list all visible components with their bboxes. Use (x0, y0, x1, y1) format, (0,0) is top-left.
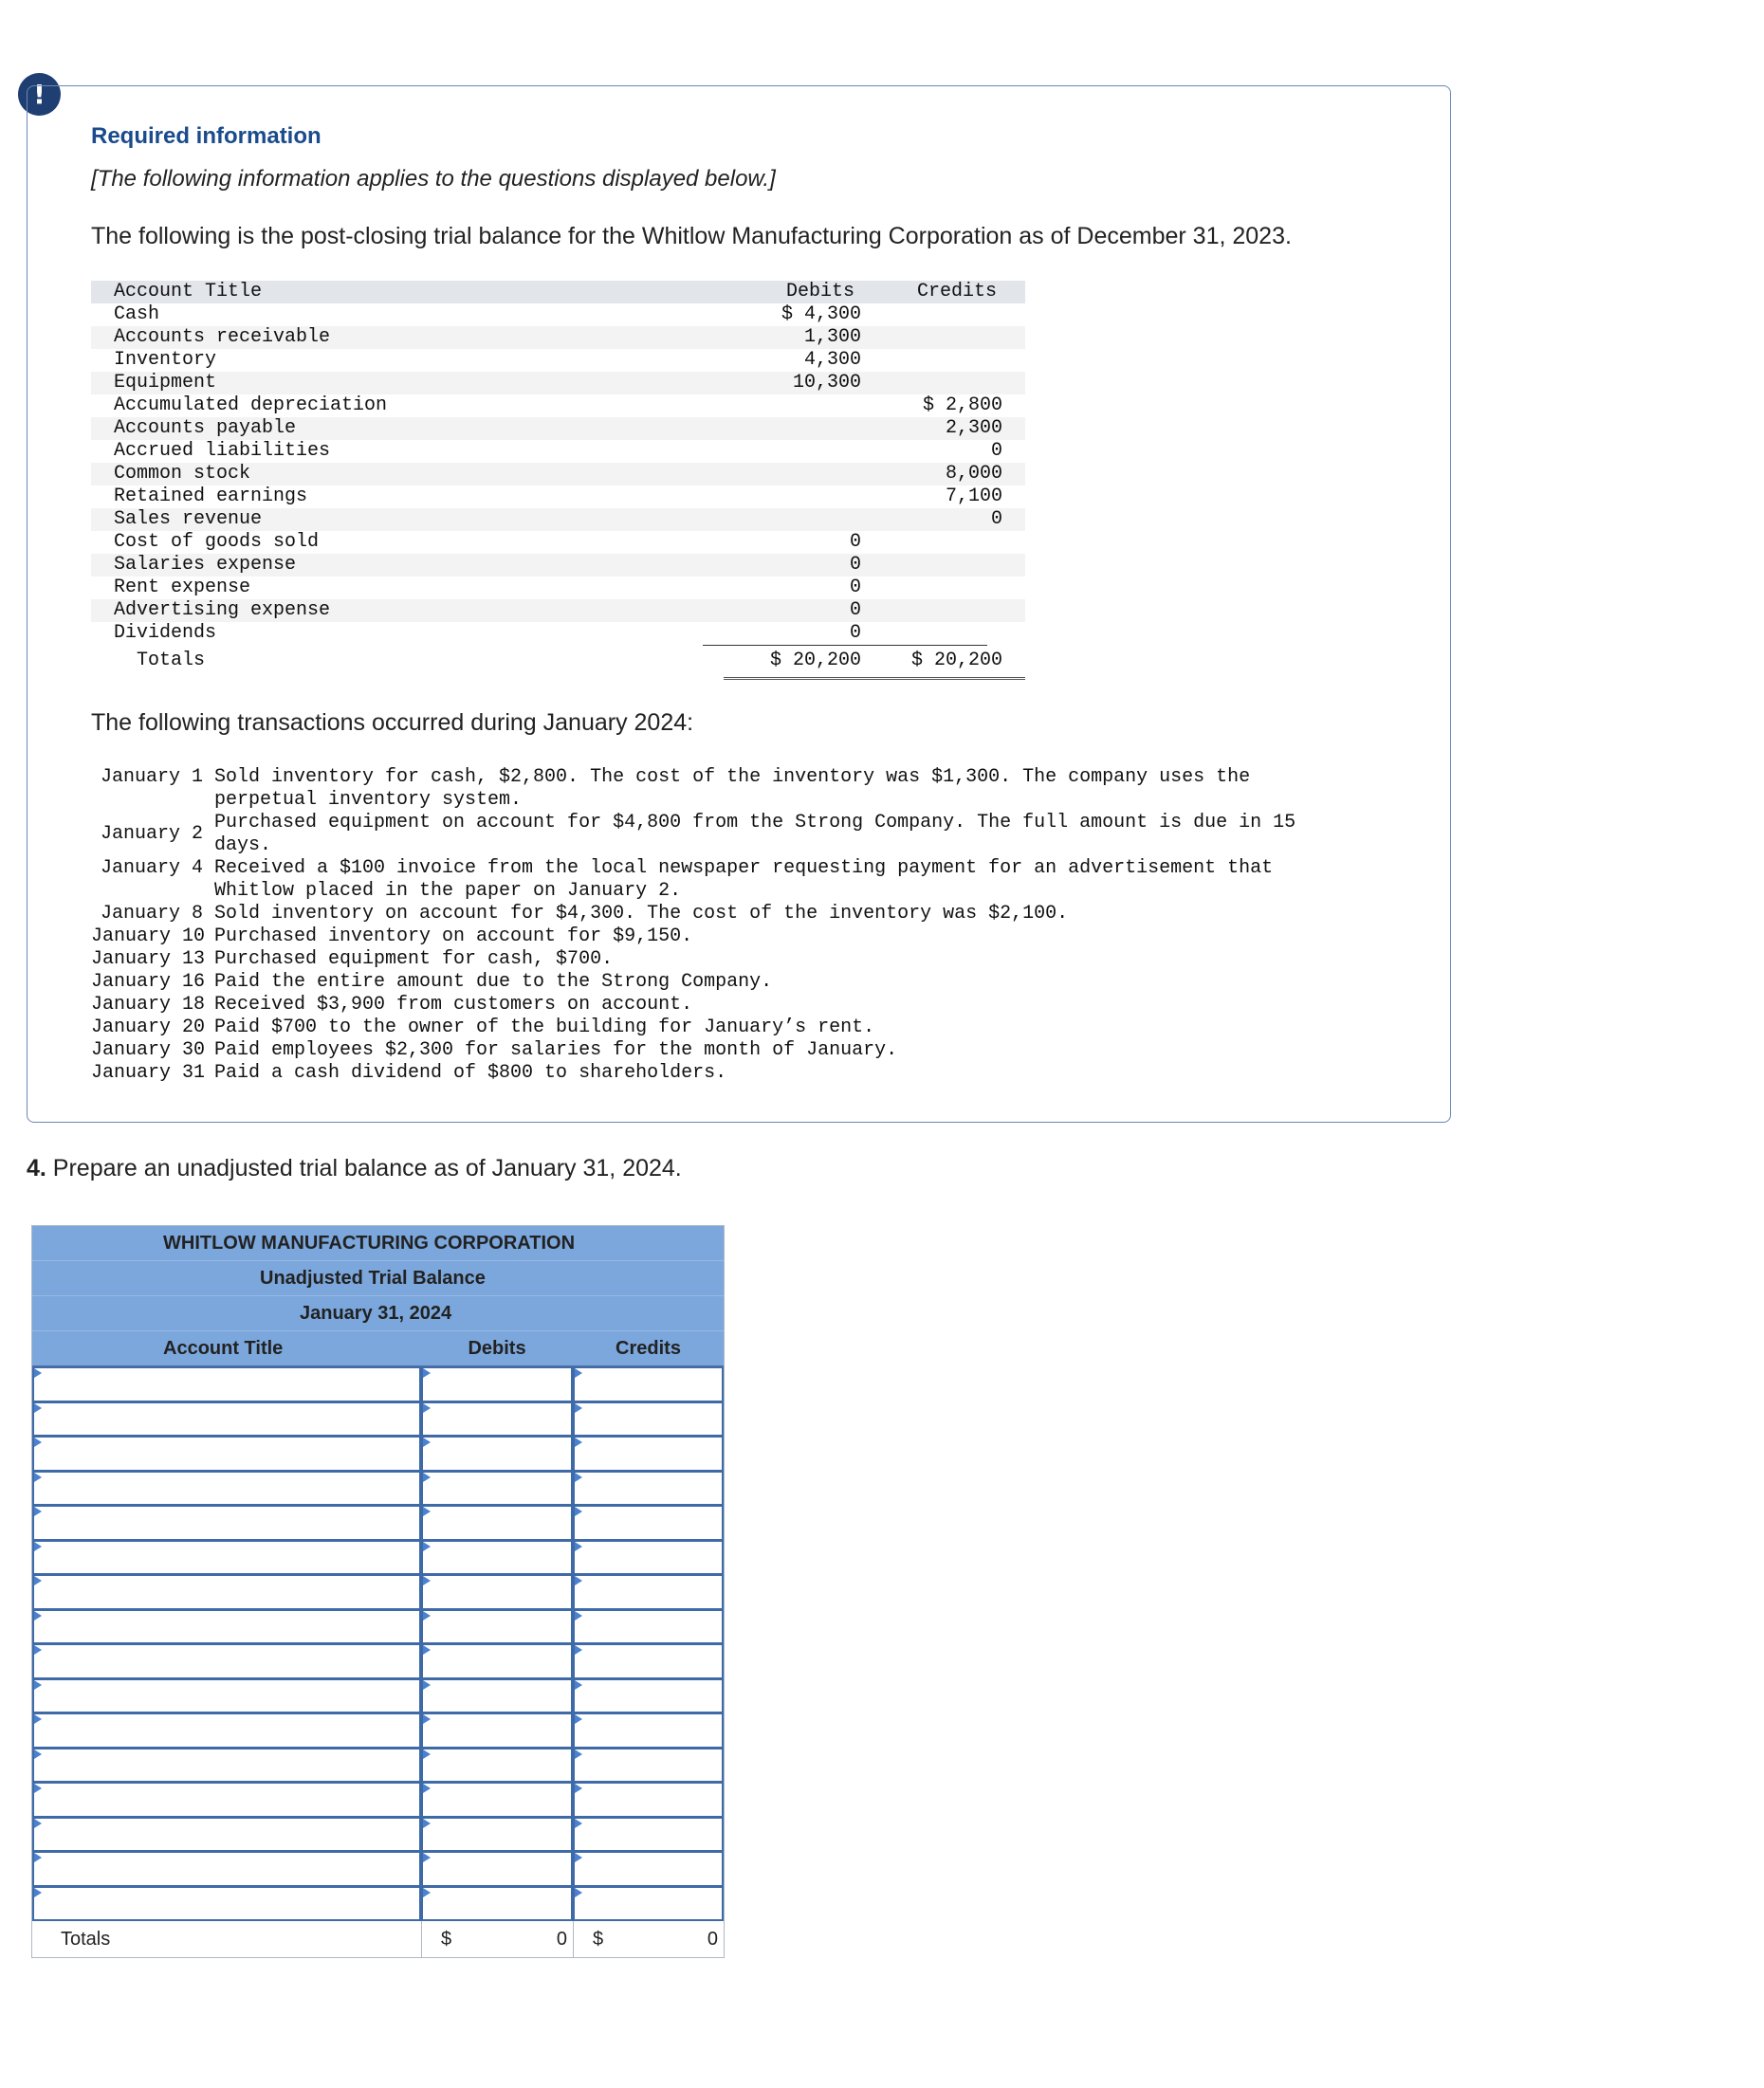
transaction-date: January 2 (100, 823, 203, 845)
credit-amount: $ 2,800 (922, 394, 1002, 416)
credit-input[interactable] (573, 1679, 724, 1714)
trial-balance-row (91, 349, 1025, 372)
unadjusted-totals-row (32, 1921, 724, 1957)
credit-input[interactable] (573, 1472, 724, 1507)
col-debits: Debits (468, 1338, 526, 1359)
credit-input[interactable] (573, 1783, 724, 1818)
unadjusted-totals-debit (421, 1921, 573, 1957)
transaction-date: January 1 (100, 766, 203, 788)
transaction-item (91, 925, 1447, 948)
totals-label: Totals (137, 650, 206, 671)
debit-amount: 0 (849, 599, 861, 621)
transactions-list (91, 766, 1447, 1085)
account-title: Sales revenue (114, 508, 263, 530)
credit-input[interactable] (573, 1437, 724, 1472)
statement-name: Unadjusted Trial Balance (260, 1268, 486, 1289)
debit-amount: 0 (849, 531, 861, 553)
entry-row (32, 1472, 724, 1507)
credit-total-value: 0 (707, 1929, 718, 1950)
account-title-input[interactable] (32, 1713, 421, 1749)
account-title-input[interactable] (32, 1887, 421, 1922)
debit-input[interactable] (421, 1887, 573, 1922)
account-title-input[interactable] (32, 1644, 421, 1679)
account-title: Inventory (114, 349, 217, 371)
credit-amount: 7,100 (945, 485, 1002, 507)
required-info-title: Required information (91, 123, 322, 149)
statement-date-row (32, 1296, 724, 1331)
unadjusted-totals-credit (573, 1921, 724, 1957)
entry-row (32, 1575, 724, 1610)
transaction-item (91, 857, 1447, 903)
transaction-item (91, 1017, 1447, 1039)
account-title-input[interactable] (32, 1367, 421, 1402)
transaction-date: January 10 (91, 925, 206, 947)
totals-debit: $ 20,200 (769, 650, 861, 671)
debit-input[interactable] (421, 1367, 573, 1402)
trial-balance-row (91, 531, 1025, 554)
debit-input[interactable] (421, 1506, 573, 1541)
trial-balance-intro: The following is the post-closing trial balance for the Whitlow Manufacturing Corporation as of December 31, 2023. (91, 223, 1292, 249)
debit-input[interactable] (421, 1610, 573, 1645)
debit-amount: 0 (849, 554, 861, 576)
entry-row (32, 1783, 724, 1818)
debit-amount: 4,300 (803, 349, 861, 371)
debit-dollar-sign: $ (441, 1929, 452, 1950)
entry-row (32, 1818, 724, 1853)
transaction-item (91, 1062, 1447, 1085)
trial-balance-row (91, 622, 1025, 645)
unadjusted-trial-balance-form (31, 1225, 725, 1958)
transaction-item (91, 994, 1447, 1017)
account-title: Accounts payable (114, 417, 297, 439)
account-title-input[interactable] (32, 1852, 421, 1887)
header-account-title: Account Title (114, 281, 263, 302)
alert-icon: ! (18, 73, 61, 116)
credit-input[interactable] (573, 1887, 724, 1922)
credit-amount: 8,000 (945, 463, 1002, 485)
account-title-input[interactable] (32, 1610, 421, 1645)
entry-row (32, 1610, 724, 1645)
trial-balance-row (91, 440, 1025, 463)
debit-amount: 0 (849, 577, 861, 598)
required-info-subtitle: [The following information applies to the questions displayed below.] (91, 166, 776, 192)
account-title: Common stock (114, 463, 251, 485)
debit-amount: 1,300 (803, 326, 861, 348)
account-title-input[interactable] (32, 1749, 421, 1784)
account-title: Advertising expense (114, 599, 331, 621)
debit-input[interactable] (421, 1541, 573, 1576)
account-title: Salaries expense (114, 554, 297, 576)
credit-input[interactable] (573, 1610, 724, 1645)
question-text: Prepare an unadjusted trial balance as of January 31, 2024. (46, 1155, 682, 1181)
credit-dollar-sign: $ (593, 1929, 604, 1950)
totals-credit: $ 20,200 (910, 650, 1002, 671)
debit-total-value: 0 (556, 1929, 567, 1950)
trial-balance-row (91, 599, 1025, 622)
entry-row (32, 1852, 724, 1887)
account-title-input[interactable] (32, 1472, 421, 1507)
trial-balance-row (91, 508, 1025, 531)
transaction-description: Sold inventory on account for $4,300. The cost of the inventory was $2,100. (214, 903, 1069, 925)
transaction-description: Received $3,900 from customers on account. (214, 994, 693, 1016)
transaction-item (91, 812, 1447, 857)
transaction-item (91, 903, 1447, 925)
transaction-description: Paid employees $2,300 for salaries for the month of January. (214, 1039, 898, 1061)
entry-row (32, 1749, 724, 1784)
transaction-date: January 8 (100, 903, 203, 925)
transaction-date: January 20 (91, 1017, 206, 1038)
header-debits: Debits (785, 281, 854, 302)
credit-input[interactable] (573, 1402, 724, 1438)
account-title: Cost of goods sold (114, 531, 320, 553)
trial-balance-totals (91, 645, 1025, 677)
account-title: Dividends (114, 622, 217, 644)
transaction-description: Purchased equipment for cash, $700. (214, 948, 614, 970)
account-title-input[interactable] (32, 1506, 421, 1541)
account-title-input[interactable] (32, 1818, 421, 1853)
transaction-item (91, 971, 1447, 994)
transaction-date: January 13 (91, 948, 206, 970)
credit-input[interactable] (573, 1575, 724, 1610)
credit-input[interactable] (573, 1541, 724, 1576)
trial-balance-row (91, 326, 1025, 349)
trial-balance-row (91, 485, 1025, 508)
debit-input[interactable] (421, 1402, 573, 1438)
entry-row (32, 1644, 724, 1679)
transaction-description: Paid the entire amount due to the Strong Company. (214, 971, 773, 993)
transaction-description: Sold inventory for cash, $2,800. The cost of the inventory was $1,300. The company uses the perpetual inventory system. (214, 766, 1251, 811)
credit-input[interactable] (573, 1852, 724, 1887)
col-credits: Credits (616, 1338, 681, 1359)
account-title: Accrued liabilities (114, 440, 331, 462)
statement-date: January 31, 2024 (300, 1303, 452, 1324)
entry-row (32, 1367, 724, 1402)
transaction-date: January 4 (100, 857, 203, 879)
transaction-date: January 16 (91, 971, 206, 993)
credit-input[interactable] (573, 1818, 724, 1853)
trial-balance-row (91, 394, 1025, 417)
debit-input[interactable] (421, 1472, 573, 1507)
debit-input[interactable] (421, 1818, 573, 1853)
account-title: Cash (114, 303, 160, 325)
credit-input[interactable] (573, 1367, 724, 1402)
credit-input[interactable] (573, 1713, 724, 1749)
question-4 (27, 1155, 682, 1182)
transaction-item (91, 766, 1447, 812)
trial-balance-row (91, 372, 1025, 394)
trial-balance-row (91, 463, 1025, 485)
entry-row (32, 1679, 724, 1714)
unadjusted-totals-label: Totals (61, 1929, 111, 1950)
transaction-date: January 30 (91, 1039, 206, 1061)
entry-row (32, 1506, 724, 1541)
entry-row (32, 1437, 724, 1472)
credit-amount: 0 (990, 508, 1002, 530)
account-title-input[interactable] (32, 1575, 421, 1610)
debit-input[interactable] (421, 1437, 573, 1472)
account-title-input[interactable] (32, 1437, 421, 1472)
transaction-item (91, 1039, 1447, 1062)
transaction-date: January 31 (91, 1062, 206, 1084)
trial-balance-row (91, 554, 1025, 577)
company-name: WHITLOW MANUFACTURING CORPORATION (163, 1233, 576, 1254)
debit-amount: $ 4,300 (781, 303, 861, 325)
credit-amount: 2,300 (945, 417, 1002, 439)
debit-amount: 10,300 (792, 372, 861, 394)
debit-input[interactable] (421, 1749, 573, 1784)
account-title: Retained earnings (114, 485, 308, 507)
transaction-item (91, 948, 1447, 971)
question-number: 4. (27, 1155, 46, 1181)
column-header-row (32, 1331, 724, 1367)
debit-input[interactable] (421, 1679, 573, 1714)
trial-balance-row (91, 303, 1025, 326)
entry-row (32, 1541, 724, 1576)
transaction-description: Purchased equipment on account for $4,800 from the Strong Company. The full amount is due in 15 days. (214, 812, 1296, 856)
account-title-input[interactable] (32, 1541, 421, 1576)
transaction-date: January 18 (91, 994, 206, 1016)
post-closing-trial-balance (91, 281, 1025, 677)
account-title-input[interactable] (32, 1783, 421, 1818)
entry-row (32, 1713, 724, 1749)
trial-balance-row (91, 417, 1025, 440)
credit-amount: 0 (990, 440, 1002, 462)
header-credits: Credits (916, 281, 997, 302)
transaction-description: Received a $100 invoice from the local newspaper requesting payment for an advertisement that Whitlow placed in the paper on January 2. (214, 857, 1274, 902)
debit-amount: 0 (849, 622, 861, 644)
account-title: Rent expense (114, 577, 251, 598)
statement-name-row (32, 1261, 724, 1296)
credit-input[interactable] (573, 1644, 724, 1679)
entry-row (32, 1402, 724, 1438)
debit-input[interactable] (421, 1783, 573, 1818)
debit-input[interactable] (421, 1852, 573, 1887)
entry-row (32, 1887, 724, 1922)
company-name-row (32, 1226, 724, 1261)
transaction-description: Paid $700 to the owner of the building for January’s rent. (214, 1017, 875, 1038)
credit-input[interactable] (573, 1506, 724, 1541)
account-title: Equipment (114, 372, 217, 394)
account-title-input[interactable] (32, 1679, 421, 1714)
col-account-title: Account Title (163, 1338, 284, 1359)
transaction-description: Paid a cash dividend of $800 to shareholders. (214, 1062, 727, 1084)
debit-input[interactable] (421, 1713, 573, 1749)
transactions-heading: The following transactions occurred during January 2024: (91, 709, 694, 736)
debit-input[interactable] (421, 1575, 573, 1610)
trial-balance-row (91, 577, 1025, 599)
credit-input[interactable] (573, 1749, 724, 1784)
debit-input[interactable] (421, 1644, 573, 1679)
transaction-description: Purchased inventory on account for $9,150. (214, 925, 693, 947)
account-title-input[interactable] (32, 1402, 421, 1438)
account-title: Accumulated depreciation (114, 394, 388, 416)
account-title: Accounts receivable (114, 326, 331, 348)
trial-balance-header (91, 281, 1025, 303)
